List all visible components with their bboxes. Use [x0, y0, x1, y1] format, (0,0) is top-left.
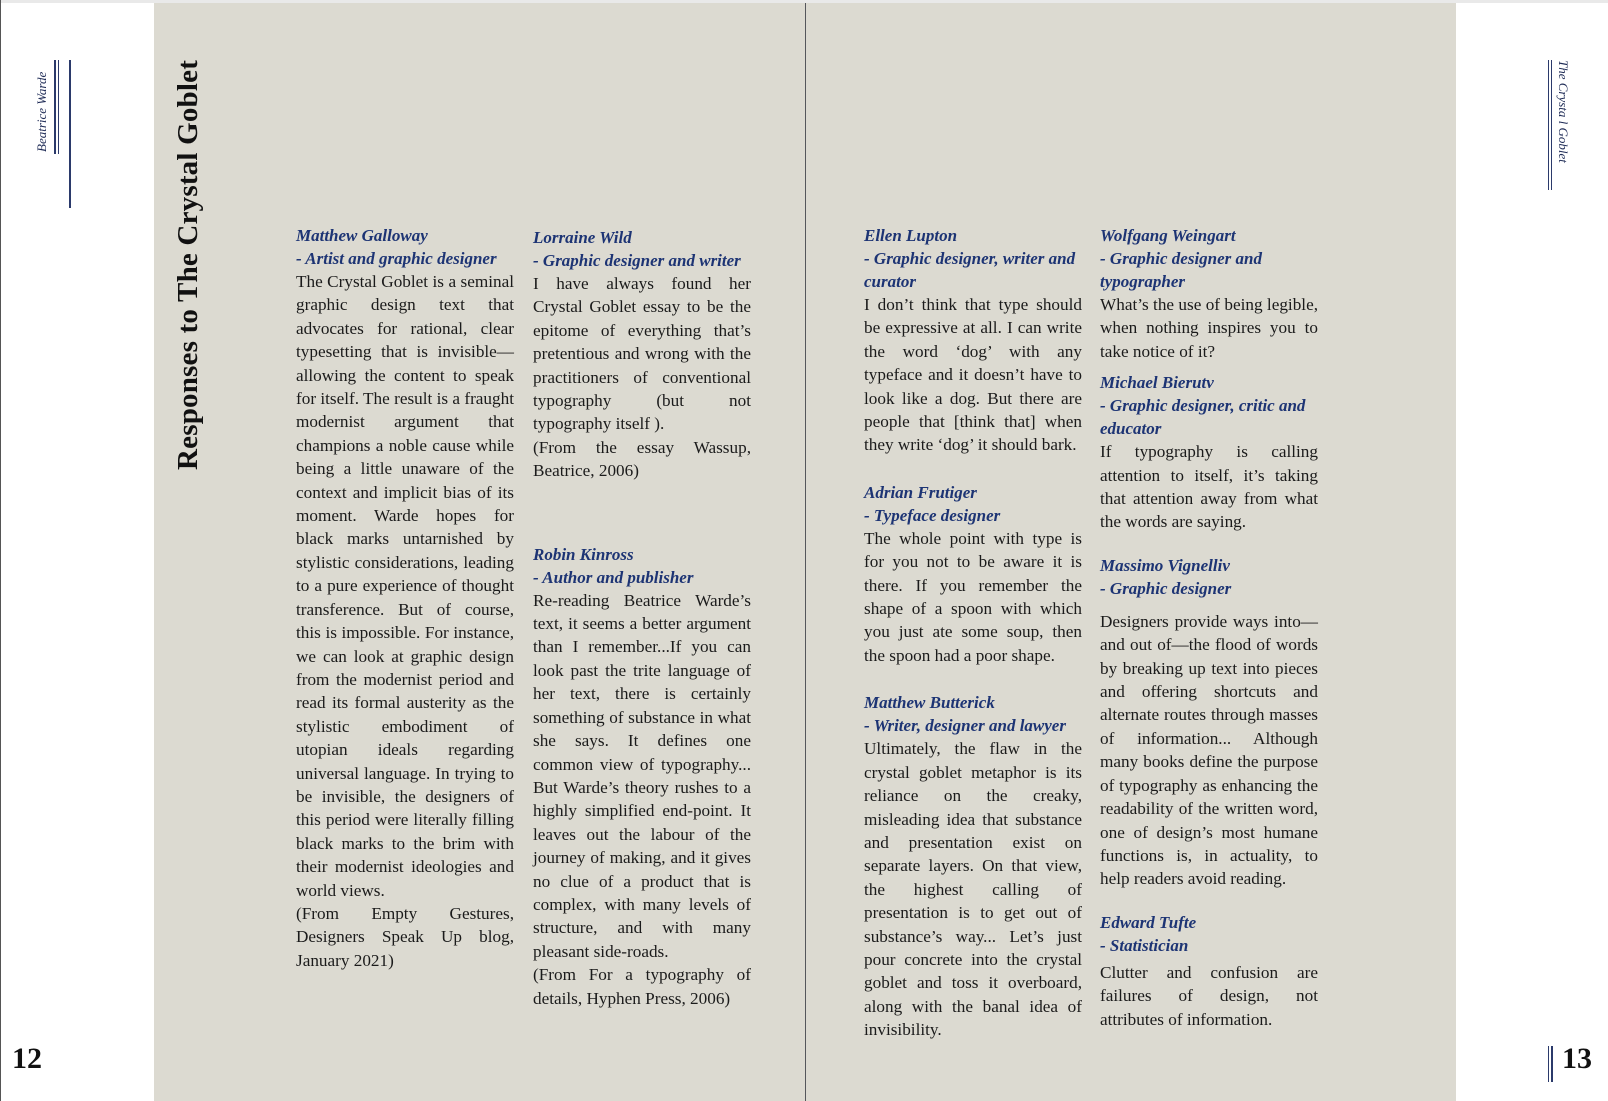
response-text-block [864, 737, 1082, 1041]
respondent-name: Massimo Vignelliv [1100, 555, 1230, 575]
response-text: Designers provide ways into—and out of—the flood of words by breaking up text into pieces and offering shortcuts and alternate routes through masses of information... Although many books define the purpose of typography as enhancing the readability of the written word, one of design’s most humane functions is, in actuality, to help readers avoid reading. [1100, 611, 1318, 889]
respondent-role: - Author and publisher [533, 567, 694, 587]
response-entry [296, 224, 514, 972]
response-text-block [1100, 293, 1318, 363]
response-source: (From Empty Gestures, Designers Speak Up blog, January 2021) [296, 903, 514, 970]
respondent-name: Robin Kinross [533, 544, 634, 564]
left-edge [0, 0, 1, 1101]
response-entry [533, 226, 751, 483]
response-text: Ultimately, the flaw in the crystal goblet metaphor is its reliance on the creaky, misleading idea that substance and presentation exist on separate layers. On that view, the highest calling of presentation is to get out of substance’s way... Let’s just pour concrete into the crystal goblet and toss it overboard, along with the banal idea of invisibility. [864, 739, 1082, 1040]
response-entry [1100, 554, 1318, 891]
response-entry [1100, 371, 1318, 534]
response-entry [533, 543, 751, 1010]
right-folio-rule-1 [1548, 1046, 1549, 1082]
response-text: Clutter and confusion are failures of design, not attributes of information. [1100, 962, 1318, 1029]
response-text: The Crystal Goblet is a seminal graphic design text that advocates for rational, clear typesetting that is invisible—allowing the content to speak for itself. The result is a fraught modernist argument that champions a noble cause while being a little unaware of the context and implicit bias of its moment. Warde hopes for black marks untarnished by stylistic considerations, leading to a pure experience of thought transference. But of course, this is impossible. For instance, we can look at graphic design from the modernist period and read its formal austerity as the stylistic embodiment of utopian ideals regarding universal language. In trying to be invisible, the designers of this period were literally filling black marks to the brim with their modernist ideologies and world views. [296, 272, 514, 900]
respondent-role: - Graphic designer and typographer [1100, 249, 1262, 291]
response-text: What’s the use of being legible, when nothing inspires you to take notice of it? [1100, 295, 1318, 361]
left-page-number: 12 [12, 1042, 42, 1075]
column-3 [864, 224, 1082, 1042]
column-1 [296, 224, 514, 972]
respondent-name: Edward Tufte [1100, 912, 1197, 932]
response-text-block [1100, 440, 1318, 534]
response-entry [864, 691, 1082, 1041]
book-gutter [805, 3, 806, 1101]
respondent-role: - Graphic designer [1100, 578, 1232, 598]
respondent-role: - Statistician [1100, 935, 1189, 955]
left-running-rule-2 [58, 60, 59, 154]
right-page-number: 13 [1562, 1042, 1592, 1075]
response-entry [864, 481, 1082, 667]
column-2 [533, 226, 751, 1010]
response-text-block [296, 270, 514, 972]
response-text: If typography is calling attention to itself, it’s taking that attention away from what the words are saying. [1100, 442, 1318, 532]
response-text-block [864, 293, 1082, 457]
respondent-name: Wolfgang Weingart [1100, 226, 1236, 245]
response-entry [864, 224, 1082, 457]
response-text: Re-reading Beatrice Warde’s text, it seems a better argument than I remember...If you can look past the trite language of her text, there is certainly something of substance in what she says. It defines one common view of typography... But Warde’s theory rushes to a highly simplified end-point. It leaves out the labour of the journey of making, and it gives no clue of a product that is complex, with many levels of structure, and with many pleasant side-roads. [533, 590, 751, 961]
respondent-name: Matthew Galloway [296, 226, 428, 245]
right-running-rule-1 [1548, 60, 1549, 190]
response-text: The whole point with type is for you not to be aware it is there. If you remember the shape of a spoon with which you just ate some soup, then the spoon had a poor shape. [864, 528, 1082, 665]
respondent-name: Adrian Frutiger [864, 482, 977, 502]
left-running-rule-3 [69, 60, 71, 208]
response-text: I don’t think that type should be expressive at all. I can write the word ‘dog’ with any typeface and it doesn’t have to look like a dog. But there are people that [think that] when they write ‘dog’ it should bark. [864, 295, 1082, 455]
respondent-name: Michael Bierutv [1100, 373, 1214, 393]
left-running-head: Beatrice Warde [34, 71, 49, 152]
response-text-block [1100, 961, 1318, 1031]
right-running-rule-2 [1551, 60, 1552, 190]
response-text-block [533, 589, 751, 1010]
response-text-block [1100, 610, 1318, 891]
column-4 [1100, 224, 1318, 1031]
respondent-name: Matthew Butterick [864, 693, 995, 713]
respondent-name: Ellen Lupton [864, 226, 958, 245]
respondent-role: - Artist and graphic designer [296, 249, 497, 268]
respondent-role: - Graphic designer, writer and curator [864, 249, 1076, 291]
respondent-role: - Graphic designer, critic and educator [1100, 396, 1306, 439]
response-source: (From For a typography of details, Hyphen Press, 2006) [533, 965, 751, 1008]
response-text-block [864, 527, 1082, 667]
respondent-role: - Typeface designer [864, 505, 1001, 525]
left-running-rule-1 [54, 60, 56, 154]
right-folio-rule-2 [1551, 1046, 1553, 1082]
respondent-name: Lorraine Wild [533, 228, 632, 247]
respondent-role: - Graphic designer and writer [533, 251, 741, 270]
response-text-block [533, 272, 751, 483]
response-entry [1100, 224, 1318, 363]
response-text: I have always found her Crystal Goblet essay to be the epitome of everything that’s pretentious and wrong with the practitioners of conventional typography (but not typography itself ). [533, 274, 751, 434]
page-title: Responses to The Crystal Goblet [172, 60, 204, 471]
right-running-head: The Crysta l Goblet [1556, 60, 1571, 163]
respondent-role: - Writer, designer and lawyer [864, 716, 1066, 736]
response-source: (From the essay Wassup, Beatrice, 2006) [533, 437, 751, 481]
response-entry [1100, 911, 1318, 1031]
